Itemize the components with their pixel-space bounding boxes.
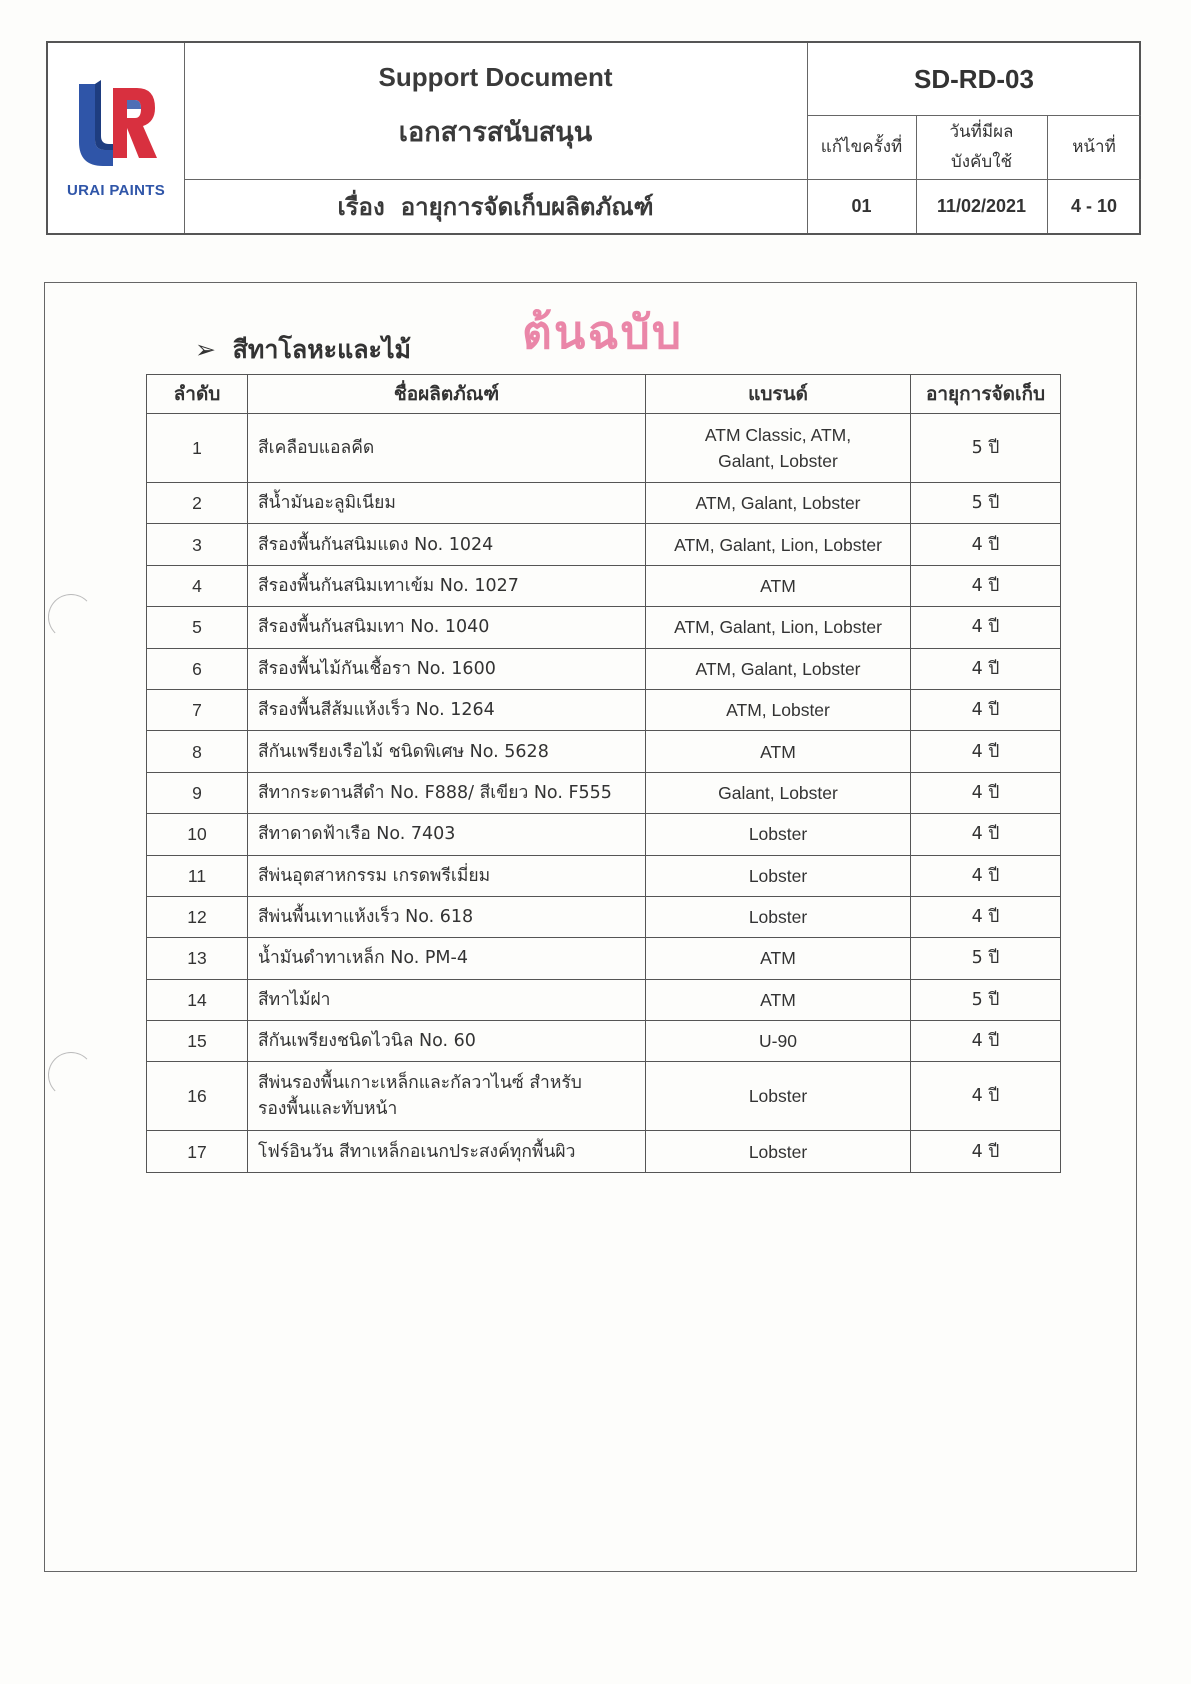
row-number: 4 bbox=[147, 565, 248, 606]
table-row bbox=[147, 731, 1061, 772]
product-name: สีทากระดานสีดำ No. F888/ สีเขียว No. F555 bbox=[248, 772, 646, 813]
table-row bbox=[147, 648, 1061, 689]
effective-date-value: 11/02/2021 bbox=[936, 195, 1027, 216]
brand: ATM bbox=[646, 938, 911, 979]
shelf-life: 4 ปี bbox=[911, 731, 1061, 772]
shelf-life: 4 ปี bbox=[911, 565, 1061, 606]
product-name bbox=[248, 1062, 646, 1131]
revision-label: แก้ไขครั้งที่ bbox=[820, 137, 903, 157]
table-row bbox=[147, 896, 1061, 937]
col-header-shelf-life: อายุการจัดเก็บ bbox=[911, 375, 1061, 414]
row-number: 6 bbox=[147, 648, 248, 689]
revision-value: 01 bbox=[851, 195, 872, 216]
brand: U-90 bbox=[646, 1021, 911, 1062]
shelf-life: 4 ปี bbox=[911, 896, 1061, 937]
shelf-life: 5 ปี bbox=[911, 938, 1061, 979]
section-heading bbox=[195, 330, 411, 370]
table-row bbox=[147, 414, 1061, 483]
product-name: สีรองพื้นกันสนิมแดง No. 1024 bbox=[248, 524, 646, 565]
product-name: สีพ่นอุตสาหกรรม เกรดพรีเมี่ยม bbox=[248, 855, 646, 896]
brand: Lobster bbox=[646, 1062, 911, 1131]
shelf-life: 5 ปี bbox=[911, 979, 1061, 1020]
shelf-life: 5 ปี bbox=[911, 483, 1061, 524]
col-header-no: ลำดับ bbox=[147, 375, 248, 414]
document-subject bbox=[184, 179, 807, 233]
shelf-life: 4 ปี bbox=[911, 689, 1061, 730]
product-name: สีรองพื้นไม้กันเชื้อรา No. 1600 bbox=[248, 648, 646, 689]
brand: Lobster bbox=[646, 896, 911, 937]
company-name: URAI PAINTS bbox=[66, 181, 166, 199]
row-number: 13 bbox=[147, 938, 248, 979]
table-row bbox=[147, 689, 1061, 730]
row-number: 12 bbox=[147, 896, 248, 937]
row-number: 15 bbox=[147, 1021, 248, 1062]
brand: Lobster bbox=[646, 855, 911, 896]
product-shelf-life-table bbox=[146, 374, 1061, 1173]
product-name: สีพ่นพื้นเทาแห้งเร็ว No. 618 bbox=[248, 896, 646, 937]
table-row bbox=[147, 814, 1061, 855]
table-header-row bbox=[147, 375, 1061, 414]
document-code: SD-RD-03 bbox=[914, 63, 1034, 94]
product-name: สีกันเพรียงเรือไม้ ชนิดพิเศษ No. 5628 bbox=[248, 731, 646, 772]
document-title-th: เอกสารสนับสนุน bbox=[398, 116, 593, 148]
brand-line: Galant, Lobster bbox=[718, 451, 838, 471]
shelf-life: 4 ปี bbox=[911, 524, 1061, 565]
effective-label-line1: วันที่มีผล bbox=[949, 122, 1014, 142]
shelf-life: 4 ปี bbox=[911, 1131, 1061, 1172]
punch-hole-top bbox=[48, 594, 94, 640]
row-number: 2 bbox=[147, 483, 248, 524]
row-number: 1 bbox=[147, 414, 248, 483]
product-name: สีทาไม้ฝา bbox=[248, 979, 646, 1020]
punch-hole-bottom bbox=[48, 1052, 94, 1098]
effective-date-label bbox=[916, 115, 1047, 179]
table-row bbox=[147, 938, 1061, 979]
row-number: 5 bbox=[147, 607, 248, 648]
table-row bbox=[147, 565, 1061, 606]
brand: ATM bbox=[646, 565, 911, 606]
brand: ATM, Lobster bbox=[646, 689, 911, 730]
brand: ATM, Galant, Lobster bbox=[646, 483, 911, 524]
product-name: สีรองพื้นสีส้มแห้งเร็ว No. 1264 bbox=[248, 689, 646, 730]
effective-label-line2: บังคับใช้ bbox=[950, 152, 1013, 172]
subject-text: อายุการจัดเก็บผลิตภัณฑ์ bbox=[400, 192, 654, 221]
brand bbox=[646, 414, 911, 483]
brand: ATM, Galant, Lobster bbox=[646, 648, 911, 689]
arrow-bullet-icon: ➢ bbox=[195, 335, 216, 364]
row-number: 11 bbox=[147, 855, 248, 896]
product-name-line: สีพ่นรองพื้นเกาะเหล็กและกัลวาไนซ์ สำหรับ bbox=[258, 1073, 582, 1094]
table-row bbox=[147, 607, 1061, 648]
section-title-text: สีทาโลหะและไม้ bbox=[232, 335, 412, 364]
brand: ATM bbox=[646, 979, 911, 1020]
product-name: สีทาดาดฟ้าเรือ No. 7403 bbox=[248, 814, 646, 855]
brand: ATM bbox=[646, 731, 911, 772]
product-name: สีเคลือบแอลคีด bbox=[248, 414, 646, 483]
shelf-life: 4 ปี bbox=[911, 855, 1061, 896]
table-row bbox=[147, 1021, 1061, 1062]
shelf-life: 4 ปี bbox=[911, 607, 1061, 648]
row-number: 14 bbox=[147, 979, 248, 1020]
product-name: โฟร์อินวัน สีทาเหล็กอเนกประสงค์ทุกพื้นผิว bbox=[248, 1131, 646, 1172]
brand: Galant, Lobster bbox=[646, 772, 911, 813]
shelf-life: 4 ปี bbox=[911, 1062, 1061, 1131]
table-row bbox=[147, 979, 1061, 1020]
product-name-line: รองพื้นและทับหน้า bbox=[258, 1099, 398, 1120]
table-row bbox=[147, 1062, 1061, 1131]
row-number: 17 bbox=[147, 1131, 248, 1172]
brand-line: ATM Classic, ATM, bbox=[704, 425, 852, 445]
row-number: 9 bbox=[147, 772, 248, 813]
row-number: 8 bbox=[147, 731, 248, 772]
original-copy-stamp: ต้นฉบับ bbox=[522, 305, 684, 359]
table-row bbox=[147, 524, 1061, 565]
table-row bbox=[147, 1131, 1061, 1172]
brand: ATM, Galant, Lion, Lobster bbox=[646, 607, 911, 648]
shelf-life: 4 ปี bbox=[911, 772, 1061, 813]
row-number: 16 bbox=[147, 1062, 248, 1131]
product-name: สีรองพื้นกันสนิมเทา No. 1040 bbox=[248, 607, 646, 648]
shelf-life: 4 ปี bbox=[911, 648, 1061, 689]
urai-logo-icon bbox=[73, 78, 159, 174]
brand: Lobster bbox=[646, 1131, 911, 1172]
document-title-en: Support Document bbox=[378, 61, 613, 92]
table-row bbox=[147, 483, 1061, 524]
product-name: น้ำมันดำทาเหล็ก No. PM-4 bbox=[248, 938, 646, 979]
page-number: 4 - 10 bbox=[1070, 195, 1118, 216]
row-number: 3 bbox=[147, 524, 248, 565]
subject-label: เรื่อง bbox=[337, 192, 385, 221]
product-name: สีน้ำมันอะลูมิเนียม bbox=[248, 483, 646, 524]
row-number: 10 bbox=[147, 814, 248, 855]
page-label: หน้าที่ bbox=[1072, 137, 1116, 157]
col-header-brand: แบรนด์ bbox=[646, 375, 911, 414]
table-row bbox=[147, 772, 1061, 813]
shelf-life: 4 ปี bbox=[911, 1021, 1061, 1062]
brand: ATM, Galant, Lion, Lobster bbox=[646, 524, 911, 565]
document-header bbox=[46, 41, 1141, 235]
product-name: สีรองพื้นกันสนิมเทาเข้ม No. 1027 bbox=[248, 565, 646, 606]
company-logo bbox=[48, 43, 184, 233]
shelf-life: 4 ปี bbox=[911, 814, 1061, 855]
table-row bbox=[147, 855, 1061, 896]
product-name: สีกันเพรียงชนิดไวนิล No. 60 bbox=[248, 1021, 646, 1062]
shelf-life: 5 ปี bbox=[911, 414, 1061, 483]
row-number: 7 bbox=[147, 689, 248, 730]
col-header-product: ชื่อผลิตภัณฑ์ bbox=[248, 375, 646, 414]
brand: Lobster bbox=[646, 814, 911, 855]
